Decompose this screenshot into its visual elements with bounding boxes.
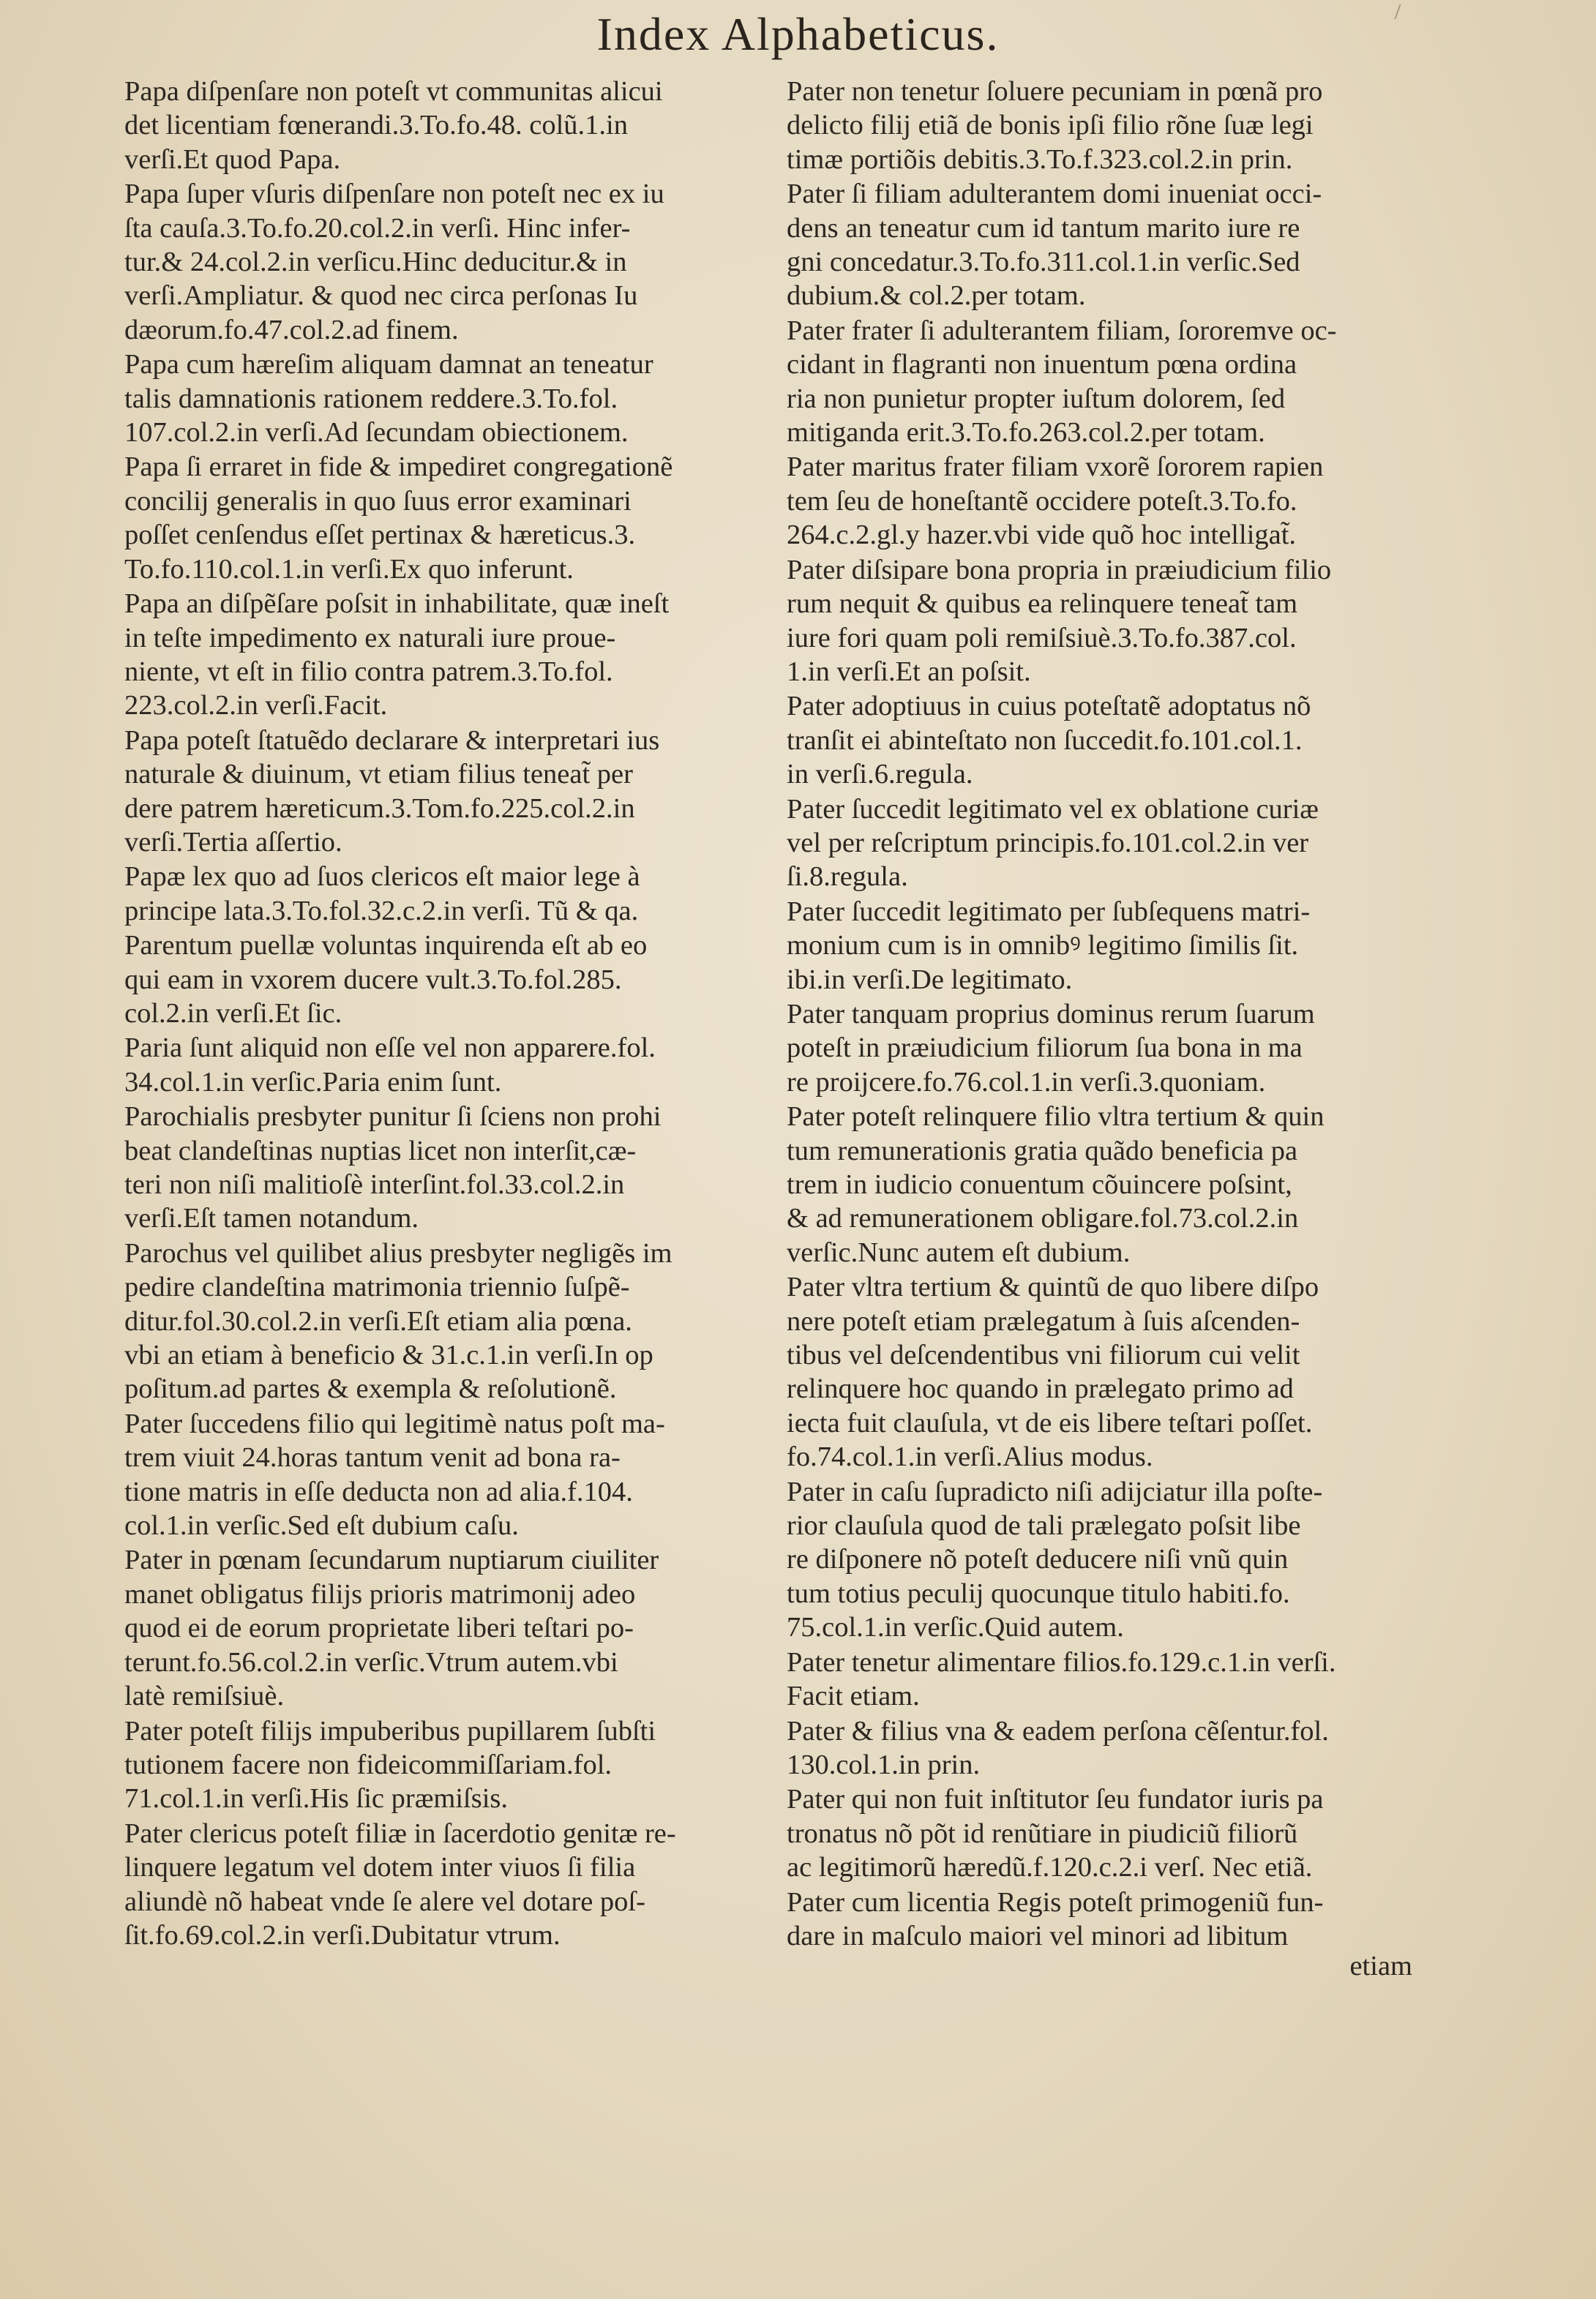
entry-line: poteſt in præiudicium filiorum ſua bona in ma — [787, 1032, 1303, 1064]
entry-line: ibi.in verſi.De legitimato. — [787, 964, 1073, 995]
index-entry — [124, 1543, 755, 1713]
index-entry — [124, 177, 755, 347]
entry-line: Pater in pœnam ſecundarum nuptiarum ciuiliter — [124, 1545, 659, 1576]
index-entry — [124, 929, 755, 1030]
entry-line: verſi.Ampliatur. & quod nec circa perſonas Iu — [124, 280, 638, 312]
entry-line: rior clauſula quod de tali prælegato poſsit libe — [787, 1510, 1301, 1542]
entry-line: col.1.in verſic.Sed eſt dubium caſu. — [124, 1510, 519, 1542]
entry-line: linquere legatum vel dotem inter viuos ſi filia — [124, 1852, 636, 1883]
entry-line: Parochus vel quilibet alius presbyter negligẽs im — [124, 1237, 673, 1269]
index-entry — [787, 1886, 1417, 1954]
entry-line: tem ſeu de honeſtantẽ occidere poteſt.3.To.fo. — [787, 485, 1297, 517]
entry-line: Pater tanquam proprius dominus rerum ſuarum — [787, 998, 1315, 1030]
entry-line: timæ portiõis debitis.3.To.f.323.col.2.in prin. — [787, 143, 1293, 175]
index-entry — [787, 1714, 1417, 1782]
entry-line: in teſte impedimento ex naturali iure proue- — [124, 622, 616, 653]
entry-line: Parentum puellæ voluntas inquirenda eſt ab eo — [124, 930, 648, 961]
entry-line: ria non punietur propter iuſtum dolorem, ſed — [787, 383, 1286, 414]
entry-line: verſi.Eſt tamen notandum. — [124, 1203, 419, 1234]
entry-line: Pater ſuccedit legitimato vel ex oblatione curiæ — [787, 793, 1319, 825]
index-entry — [787, 1100, 1417, 1269]
index-entry — [787, 553, 1417, 689]
entry-line: Pater frater ſi adulterantem filiam, ſororemve oc- — [787, 315, 1337, 346]
entry-line: beat clandeſtinas nuptias licet non interſit,cæ- — [124, 1135, 637, 1166]
entry-line: latè remiſsiuè. — [124, 1681, 285, 1712]
entry-line: Papa ſuper vſuris diſpenſare non poteſt nec ex iu — [124, 179, 664, 210]
entry-line: principe lata.3.To.fol.32.c.2.in verſi. Tũ & qa. — [124, 895, 639, 926]
entry-line: Parochialis presbyter punitur ſi ſciens non prohi — [124, 1101, 662, 1133]
entry-line: verſi.Et quod Papa. — [124, 143, 341, 175]
index-entry — [787, 1646, 1417, 1714]
entry-line: terunt.fo.56.col.2.in verſic.Vtrum autem.vbi — [124, 1646, 618, 1678]
entry-line: 1.in verſi.Et an poſsit. — [787, 656, 1031, 687]
entry-line: mitiganda erit.3.To.fo.263.col.2.per totam. — [787, 417, 1265, 449]
index-entry — [787, 997, 1417, 1099]
entry-line: Pater vltra tertium & quintũ de quo libere diſpo — [787, 1272, 1319, 1303]
entry-line: vbi an etiam à beneficio & 31.c.1.in verſi.In op — [124, 1340, 653, 1371]
index-entry — [787, 895, 1417, 997]
entry-line: tibus vel deſcendentibus vni filiorum cui velit — [787, 1340, 1300, 1371]
index-entry — [124, 450, 755, 586]
entry-line: tur.& 24.col.2.in verſicu.Hinc deducitur.& in — [124, 247, 627, 278]
index-entry — [787, 1475, 1417, 1645]
entry-line: Pater ſi filiam adulterantem domi inueniat occi- — [787, 179, 1322, 210]
entry-line: dare in maſculo maiori vel minori ad libitum — [787, 1920, 1289, 1951]
index-entry — [787, 177, 1417, 313]
entry-line: Pater & filius vna & eadem perſona cẽſentur.fol. — [787, 1715, 1329, 1747]
entry-line: trem in iudicio conuentum cõuincere poſsint, — [787, 1169, 1292, 1200]
entry-line: cidant in flagranti non inuentum pœna ordina — [787, 349, 1297, 380]
entry-line: verſi.Tertia aſſertio. — [124, 826, 342, 858]
entry-line: Papa diſpenſare non poteſt vt communitas alicui — [124, 76, 663, 107]
entry-line: verſic.Nunc autem eſt dubium. — [787, 1237, 1131, 1268]
index-entry — [124, 348, 755, 449]
index-entry — [124, 1714, 755, 1816]
entry-line: Pater clericus poteſt filiæ in ſacerdotio genitæ re- — [124, 1818, 676, 1849]
entry-line: Pater ſuccedit legitimato per ſubſequens matri- — [787, 896, 1311, 927]
index-entry — [787, 792, 1417, 894]
entry-line: ſit.fo.69.col.2.in verſi.Dubitatur vtrum. — [124, 1919, 561, 1951]
entry-line: dubium.& col.2.per totam. — [787, 280, 1086, 312]
entry-line: Pater poteſt relinquere filio vltra tertium & quin — [787, 1101, 1325, 1133]
index-entry — [787, 1782, 1417, 1884]
entry-line: 34.col.1.in verſic.Paria enim ſunt. — [124, 1066, 502, 1098]
entry-line: tum totius peculij quocunque titulo habiti.fo. — [787, 1578, 1290, 1609]
entry-line: poſſet cenſendus eſſet pertinax & hæreticus.3. — [124, 520, 636, 551]
entry-line: qui eam in vxorem ducere vult.3.To.fol.285. — [124, 964, 622, 995]
entry-line: naturale & diuinum, vt etiam filius teneat̃ per — [124, 759, 633, 790]
entry-line: tutionem facere non fideicommiſſariam.fol. — [124, 1749, 612, 1780]
entry-line: ſta cauſa.3.To.fo.20.col.2.in verſi. Hinc infer- — [124, 212, 631, 244]
entry-line: 130.col.1.in prin. — [787, 1749, 981, 1780]
entry-line: col.2.in verſi.Et ſic. — [124, 997, 342, 1029]
index-entry — [787, 75, 1417, 176]
entry-line: Pater diſsipare bona propria in præiudicium filio — [787, 554, 1332, 585]
entry-line: Facit etiam. — [787, 1681, 920, 1712]
entry-line: poſitum.ad partes & exempla & reſolutionẽ. — [124, 1373, 617, 1405]
entry-line: dens an teneatur cum id tantum marito iure re — [787, 212, 1300, 244]
entry-line: Papa cum hæreſim aliquam damnat an teneatur — [124, 349, 653, 380]
catchword: etiam — [1349, 1951, 1412, 1981]
entry-line: manet obligatus filijs prioris matrimonij adeo — [124, 1578, 636, 1610]
entry-line: Pater poteſt filijs impuberibus pupillarem ſubſti — [124, 1715, 656, 1747]
entry-line: To.fo.110.col.1.in verſi.Ex quo inferunt. — [124, 553, 574, 585]
entry-line: talis damnationis rationem reddere.3.To.fol. — [124, 383, 618, 414]
entry-line: det licentiam fœnerandi.3.To.fo.48. colũ.1.in — [124, 110, 628, 141]
entry-line: tronatus nõ põt id renũtiare in piudiciũ filiorũ — [787, 1818, 1298, 1849]
index-entry — [124, 1031, 755, 1099]
entry-line: Pater ſuccedens filio qui legitimè natus poſt ma- — [124, 1408, 665, 1439]
entry-line: 107.col.2.in verſi.Ad ſecundam obiectionem. — [124, 417, 629, 449]
entry-line: re proijcere.fo.76.col.1.in verſi.3.quoniam. — [787, 1066, 1266, 1098]
page-title: Index Alphabeticus. — [596, 8, 1000, 60]
entry-line: Pater tenetur alimentare filios.fo.129.c.1.in verſi. — [787, 1646, 1336, 1678]
entry-line: tum remunerationis gratia quãdo beneficia pa — [787, 1135, 1298, 1166]
index-entry — [124, 724, 755, 860]
entry-line: Papa ſi erraret in fide & impediret congregationẽ — [124, 451, 673, 483]
index-entry — [124, 75, 755, 176]
entry-line: dere patrem hæreticum.3.Tom.fo.225.col.2.in — [124, 792, 635, 824]
entry-line: delicto filij etiã de bonis ipſi filio rõne ſuæ legi — [787, 110, 1314, 141]
entry-line: 264.c.2.gl.y hazer.vbi vide quõ hoc intelligat̃. — [787, 520, 1297, 551]
entry-line: Papa poteſt ſtatuẽdo declarare & interpretari ius — [124, 724, 660, 756]
index-entry — [787, 450, 1417, 552]
entry-line: 223.col.2.in verſi.Facit. — [124, 690, 388, 721]
entry-line: Pater maritus frater filiam vxorẽ ſororem rapien — [787, 451, 1324, 483]
index-entry — [124, 1237, 755, 1406]
index-entry — [787, 689, 1417, 791]
entry-line: pedire clandeſtina matrimonia triennio ſuſpẽ- — [124, 1272, 630, 1303]
entry-line: teri non niſi malitioſè interſint.fol.33.col.2.in — [124, 1169, 625, 1200]
index-entry — [124, 860, 755, 928]
entry-line: monium cum is in omnibꝰ legitimo ſimilis ſit. — [787, 930, 1299, 961]
entry-line: tranſit ei abinteſtato non ſuccedit.fo.101.col.1. — [787, 724, 1303, 756]
entry-line: 75.col.1.in verſic.Quid autem. — [787, 1612, 1124, 1643]
entry-line: relinquere hoc quando in prælegato primo ad — [787, 1373, 1294, 1405]
entry-line: in verſi.6.regula. — [787, 759, 973, 790]
entry-line: iecta fuit clauſula, vt de eis libere teſtari poſſet. — [787, 1407, 1313, 1439]
entry-line: re diſponere nõ poteſt deducere niſi vnũ quin — [787, 1544, 1289, 1575]
entry-line: Pater adoptiuus in cuius poteſtatẽ adoptatus nõ — [787, 691, 1311, 722]
entry-line: aliundè nõ habeat vnde ſe alere vel dotare poſ- — [124, 1886, 645, 1917]
entry-line: gni concedatur.3.To.fo.311.col.1.in verſic.Sed — [787, 247, 1300, 278]
entry-line: fo.74.col.1.in verſi.Alius modus. — [787, 1441, 1153, 1473]
entry-line: nere poteſt etiam prælegatum à ſuis aſcenden- — [787, 1305, 1300, 1337]
entry-line: Pater qui non fuit inſtitutor ſeu fundator iuris pa — [787, 1784, 1324, 1815]
entry-line: Pater non tenetur ſoluere pecuniam in pœnã pro — [787, 76, 1323, 107]
entry-line: Papa an diſpẽſare poſsit in inhabilitate, quæ ineſt — [124, 588, 670, 620]
entry-line: ac legitimorũ hæredũ.f.120.c.2.i verſ. Nec etiã. — [787, 1852, 1313, 1883]
entry-line: niente, vt eſt in filio contra patrem.3.To.fol. — [124, 656, 613, 687]
entry-line: Pater in caſu ſupradicto niſi adijciatur illa poſte- — [787, 1476, 1323, 1507]
index-entry — [124, 1407, 755, 1543]
index-entry — [124, 1100, 755, 1236]
left-column — [124, 75, 755, 1953]
entry-line: vel per reſcriptum principis.fo.101.col.2.in ver — [787, 827, 1309, 858]
entry-line: concilij generalis in quo ſuus error examinari — [124, 485, 632, 517]
index-entry — [124, 587, 755, 723]
entry-line: dæorum.fo.47.col.2.ad finem. — [124, 314, 459, 345]
entry-line: Pater cum licentia Regis poteſt primogeniũ fun- — [787, 1886, 1324, 1918]
right-column — [787, 75, 1417, 1954]
entry-line: & ad remunerationem obligare.fol.73.col.2.in — [787, 1203, 1299, 1234]
entry-line: ſi.8.regula. — [787, 861, 908, 893]
index-entry — [787, 314, 1417, 450]
entry-line: Paria ſunt aliquid non eſſe vel non apparere.fol. — [124, 1032, 656, 1064]
entry-line: ditur.fol.30.col.2.in verſi.Eſt etiam alia pœna. — [124, 1305, 632, 1337]
entry-line: quod ei de eorum proprietate liberi teſtari po- — [124, 1613, 634, 1644]
entry-line: rum nequit & quibus ea relinquere teneat̃ tam — [787, 588, 1298, 620]
entry-line: Papæ lex quo ad ſuos clericos eſt maior lege à — [124, 861, 640, 893]
entry-line: trem viuit 24.horas tantum venit ad bona ra- — [124, 1442, 621, 1474]
index-entry — [787, 1270, 1417, 1474]
index-entry — [124, 1817, 755, 1953]
entry-line: 71.col.1.in verſi.His ſic præmiſsis. — [124, 1783, 508, 1815]
entry-line: iure fori quam poli remiſsiuè.3.To.fo.387.col. — [787, 622, 1297, 653]
entry-line: tione matris in eſſe deducta non ad alia.f.104. — [124, 1476, 633, 1507]
